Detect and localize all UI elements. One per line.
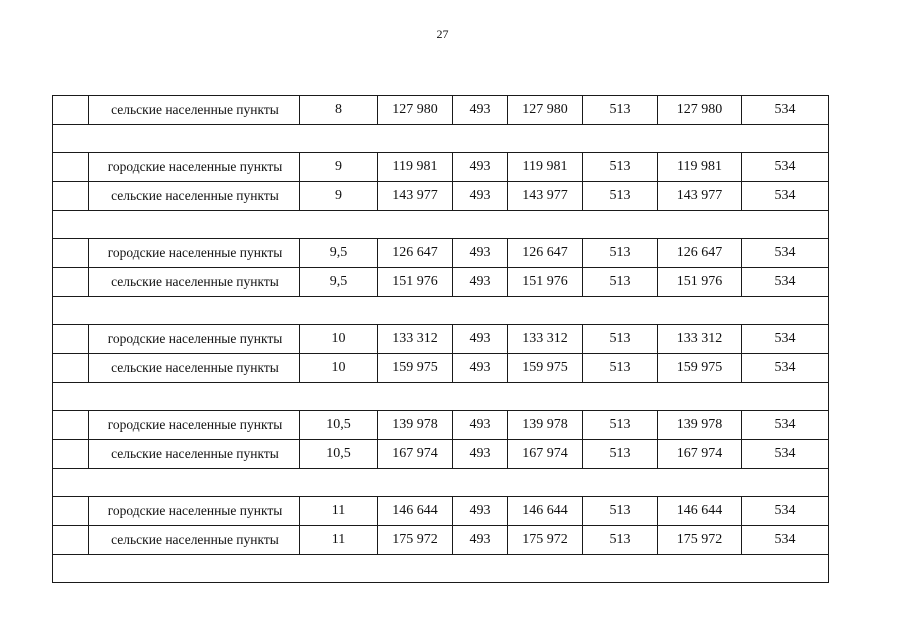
- row-marker-cell: [53, 325, 89, 354]
- settlement-type-cell: сельские населенные пункты: [89, 526, 300, 555]
- data-table: [52, 95, 829, 583]
- amount-3-cell: 133 312: [658, 325, 742, 354]
- settlement-type-cell: сельские населенные пункты: [89, 182, 300, 211]
- spacer-row: [53, 297, 829, 325]
- index-2-cell: 513: [583, 182, 658, 211]
- index-3-cell: 534: [742, 153, 829, 182]
- table-row: [53, 411, 829, 440]
- index-1-cell: 493: [453, 440, 508, 469]
- table-row: [53, 96, 829, 125]
- index-2-cell: 513: [583, 526, 658, 555]
- spacer-cell: [53, 555, 829, 583]
- coefficient-cell: 9: [300, 153, 378, 182]
- index-3-cell: 534: [742, 182, 829, 211]
- row-marker-cell: [53, 182, 89, 211]
- index-3-cell: 534: [742, 325, 829, 354]
- coefficient-cell: 9: [300, 182, 378, 211]
- index-3-cell: 534: [742, 440, 829, 469]
- index-1-cell: 493: [453, 411, 508, 440]
- index-3-cell: 534: [742, 526, 829, 555]
- table-row: [53, 354, 829, 383]
- amount-2-cell: 151 976: [508, 268, 583, 297]
- row-marker-cell: [53, 268, 89, 297]
- amount-1-cell: 146 644: [378, 497, 453, 526]
- amount-3-cell: 159 975: [658, 354, 742, 383]
- row-marker-cell: [53, 497, 89, 526]
- index-3-cell: 534: [742, 239, 829, 268]
- index-2-cell: 513: [583, 325, 658, 354]
- index-2-cell: 513: [583, 411, 658, 440]
- amount-1-cell: 127 980: [378, 96, 453, 125]
- index-2-cell: 513: [583, 440, 658, 469]
- index-1-cell: 493: [453, 354, 508, 383]
- amount-2-cell: 127 980: [508, 96, 583, 125]
- index-2-cell: 513: [583, 153, 658, 182]
- index-3-cell: 534: [742, 354, 829, 383]
- coefficient-cell: 10,5: [300, 440, 378, 469]
- row-marker-cell: [53, 153, 89, 182]
- spacer-cell: [53, 469, 829, 497]
- amount-3-cell: 119 981: [658, 153, 742, 182]
- settlement-type-cell: городские населенные пункты: [89, 497, 300, 526]
- spacer-cell: [53, 297, 829, 325]
- index-3-cell: 534: [742, 497, 829, 526]
- index-1-cell: 493: [453, 239, 508, 268]
- coefficient-cell: 10: [300, 354, 378, 383]
- table-row: [53, 182, 829, 211]
- spacer-row: [53, 125, 829, 153]
- coefficient-cell: 8: [300, 96, 378, 125]
- coefficient-cell: 11: [300, 497, 378, 526]
- row-marker-cell: [53, 440, 89, 469]
- amount-3-cell: 151 976: [658, 268, 742, 297]
- index-1-cell: 493: [453, 182, 508, 211]
- settlement-type-cell: городские населенные пункты: [89, 325, 300, 354]
- amount-2-cell: 143 977: [508, 182, 583, 211]
- page-number: 27: [436, 27, 449, 41]
- spacer-row: [53, 383, 829, 411]
- amount-1-cell: 151 976: [378, 268, 453, 297]
- settlement-type-cell: сельские населенные пункты: [89, 440, 300, 469]
- settlement-type-cell: сельские населенные пункты: [89, 96, 300, 125]
- settlement-type-cell: сельские населенные пункты: [89, 268, 300, 297]
- index-2-cell: 513: [583, 354, 658, 383]
- row-marker-cell: [53, 239, 89, 268]
- settlement-type-cell: городские населенные пункты: [89, 411, 300, 440]
- amount-1-cell: 175 972: [378, 526, 453, 555]
- index-2-cell: 513: [583, 497, 658, 526]
- table-row: [53, 325, 829, 354]
- spacer-cell: [53, 383, 829, 411]
- spacer-cell: [53, 125, 829, 153]
- spacer-cell: [53, 211, 829, 239]
- amount-3-cell: 126 647: [658, 239, 742, 268]
- amount-1-cell: 167 974: [378, 440, 453, 469]
- index-3-cell: 534: [742, 268, 829, 297]
- amount-3-cell: 139 978: [658, 411, 742, 440]
- amount-1-cell: 143 977: [378, 182, 453, 211]
- table-row: [53, 497, 829, 526]
- amount-2-cell: 133 312: [508, 325, 583, 354]
- amount-2-cell: 139 978: [508, 411, 583, 440]
- table-row: [53, 440, 829, 469]
- coefficient-cell: 11: [300, 526, 378, 555]
- row-marker-cell: [53, 411, 89, 440]
- coefficient-cell: 10,5: [300, 411, 378, 440]
- amount-1-cell: 133 312: [378, 325, 453, 354]
- amount-1-cell: 139 978: [378, 411, 453, 440]
- index-1-cell: 493: [453, 526, 508, 555]
- table-row: [53, 526, 829, 555]
- index-2-cell: 513: [583, 96, 658, 125]
- index-1-cell: 493: [453, 96, 508, 125]
- amount-1-cell: 126 647: [378, 239, 453, 268]
- coefficient-cell: 9,5: [300, 239, 378, 268]
- index-1-cell: 493: [453, 325, 508, 354]
- index-3-cell: 534: [742, 96, 829, 125]
- index-1-cell: 493: [453, 497, 508, 526]
- amount-3-cell: 175 972: [658, 526, 742, 555]
- row-marker-cell: [53, 526, 89, 555]
- coefficient-cell: 9,5: [300, 268, 378, 297]
- amount-1-cell: 159 975: [378, 354, 453, 383]
- amount-3-cell: 167 974: [658, 440, 742, 469]
- amount-3-cell: 143 977: [658, 182, 742, 211]
- spacer-row: [53, 469, 829, 497]
- row-marker-cell: [53, 354, 89, 383]
- index-2-cell: 513: [583, 268, 658, 297]
- coefficient-cell: 10: [300, 325, 378, 354]
- table-row: [53, 153, 829, 182]
- amount-1-cell: 119 981: [378, 153, 453, 182]
- amount-2-cell: 159 975: [508, 354, 583, 383]
- table-row: [53, 239, 829, 268]
- row-marker-cell: [53, 96, 89, 125]
- table-row: [53, 268, 829, 297]
- settlement-type-cell: городские населенные пункты: [89, 153, 300, 182]
- amount-2-cell: 119 981: [508, 153, 583, 182]
- amount-2-cell: 167 974: [508, 440, 583, 469]
- amount-3-cell: 146 644: [658, 497, 742, 526]
- amount-2-cell: 175 972: [508, 526, 583, 555]
- amount-2-cell: 126 647: [508, 239, 583, 268]
- settlement-type-cell: сельские населенные пункты: [89, 354, 300, 383]
- index-2-cell: 513: [583, 239, 658, 268]
- amount-3-cell: 127 980: [658, 96, 742, 125]
- index-3-cell: 534: [742, 411, 829, 440]
- index-1-cell: 493: [453, 153, 508, 182]
- settlement-type-cell: городские населенные пункты: [89, 239, 300, 268]
- spacer-row: [53, 211, 829, 239]
- spacer-row: [53, 555, 829, 583]
- index-1-cell: 493: [453, 268, 508, 297]
- amount-2-cell: 146 644: [508, 497, 583, 526]
- table-body: [53, 96, 829, 583]
